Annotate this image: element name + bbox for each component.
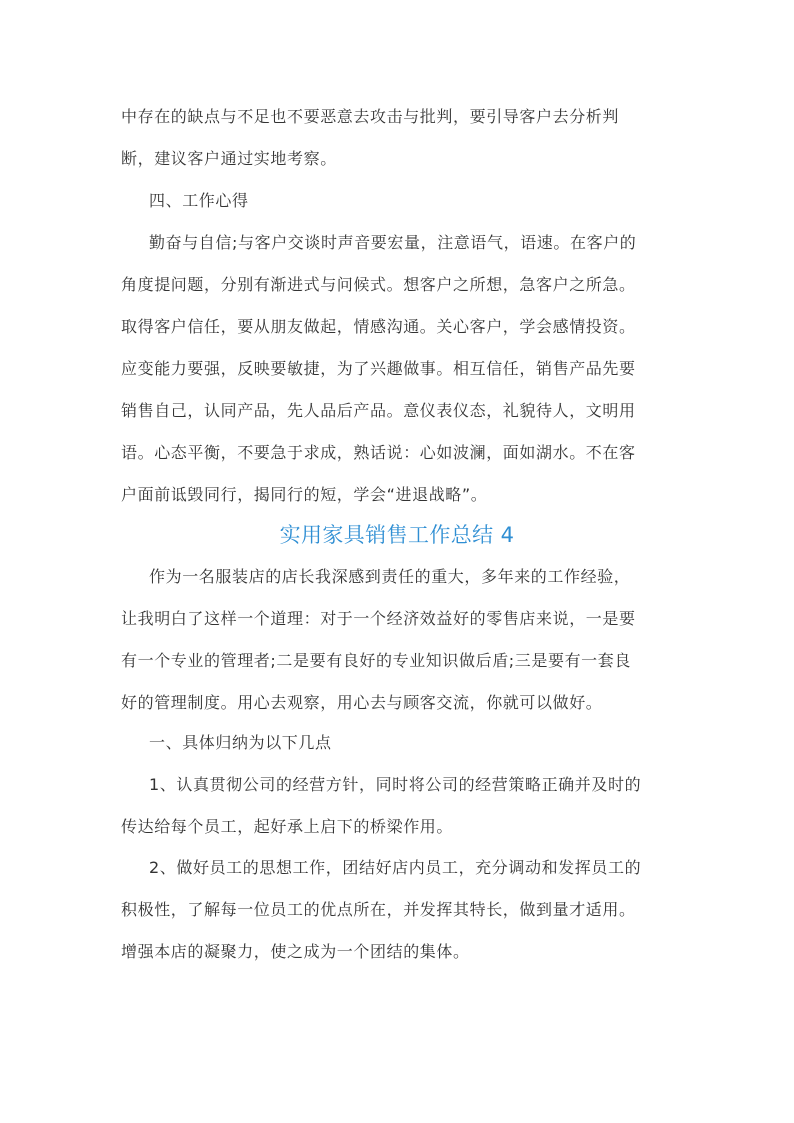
paragraph-line: 增强本店的凝聚力，使之成为一个团结的集体。 — [121, 942, 470, 961]
paragraph-line: 积极性，了解每一位员工的优点所在，并发挥其特长，做到量才适用。 — [121, 900, 636, 919]
paragraph-line: 断，建议客户通过实地考察。 — [121, 149, 337, 168]
paragraph-line: 好的管理制度。用心去观察，用心去与顾客交流，你就可以做好。 — [121, 693, 603, 712]
section-heading: 实用家具销售工作总结 4 — [279, 523, 515, 547]
paragraph-line: 勤奋与自信;与客户交谈时声音要宏量，注意语气，语速。在客户的 — [149, 233, 637, 252]
paragraph-line: 中存在的缺点与不足也不要恶意去攻击与批判，要引导客户去分析判 — [121, 107, 620, 126]
paragraph-line: 有一个专业的管理者;二是要有良好的专业知识做后盾;三是要有一套良 — [121, 651, 631, 670]
section-four-title: 四、工作心得 — [149, 191, 249, 210]
paragraph-line: 传达给每个员工，起好承上启下的桥梁作用。 — [121, 817, 454, 836]
paragraph-line: 角度提问题，分别有渐进式与问候式。想客户之所想，急客户之所急。 — [121, 275, 636, 294]
paragraph-line: 销售自己，认同产品，先人品后产品。意仪表仪态，礼貌待人，文明用 — [121, 401, 636, 420]
paragraph-line: 2、做好员工的思想工作，团结好店内员工，充分调动和发挥员工的 — [149, 858, 642, 877]
paragraph-line: 作为一名服装店的店长我深感到责任的重大，多年来的工作经验， — [149, 567, 631, 586]
section-one-title: 一、具体归纳为以下几点 — [149, 733, 332, 752]
paragraph-line: 户面前诋毁同行，揭同行的短，学会“进退战略”。 — [121, 485, 488, 504]
paragraph-line: 取得客户信任，要从朋友做起，情感沟通。关心客户，学会感情投资。 — [121, 317, 636, 336]
paragraph-line: 让我明白了这样一个道理：对于一个经济效益好的零售店来说，一是要 — [121, 609, 636, 628]
paragraph-line: 应变能力要强，反映要敏捷，为了兴趣做事。相互信任，销售产品先要 — [121, 359, 636, 378]
paragraph-line: 1、认真贯彻公司的经营方针，同时将公司的经营策略正确并及时的 — [149, 775, 642, 794]
paragraph-line: 语。心态平衡，不要急于求成，熟话说：心如波澜，面如湖水。不在客 — [121, 443, 636, 462]
